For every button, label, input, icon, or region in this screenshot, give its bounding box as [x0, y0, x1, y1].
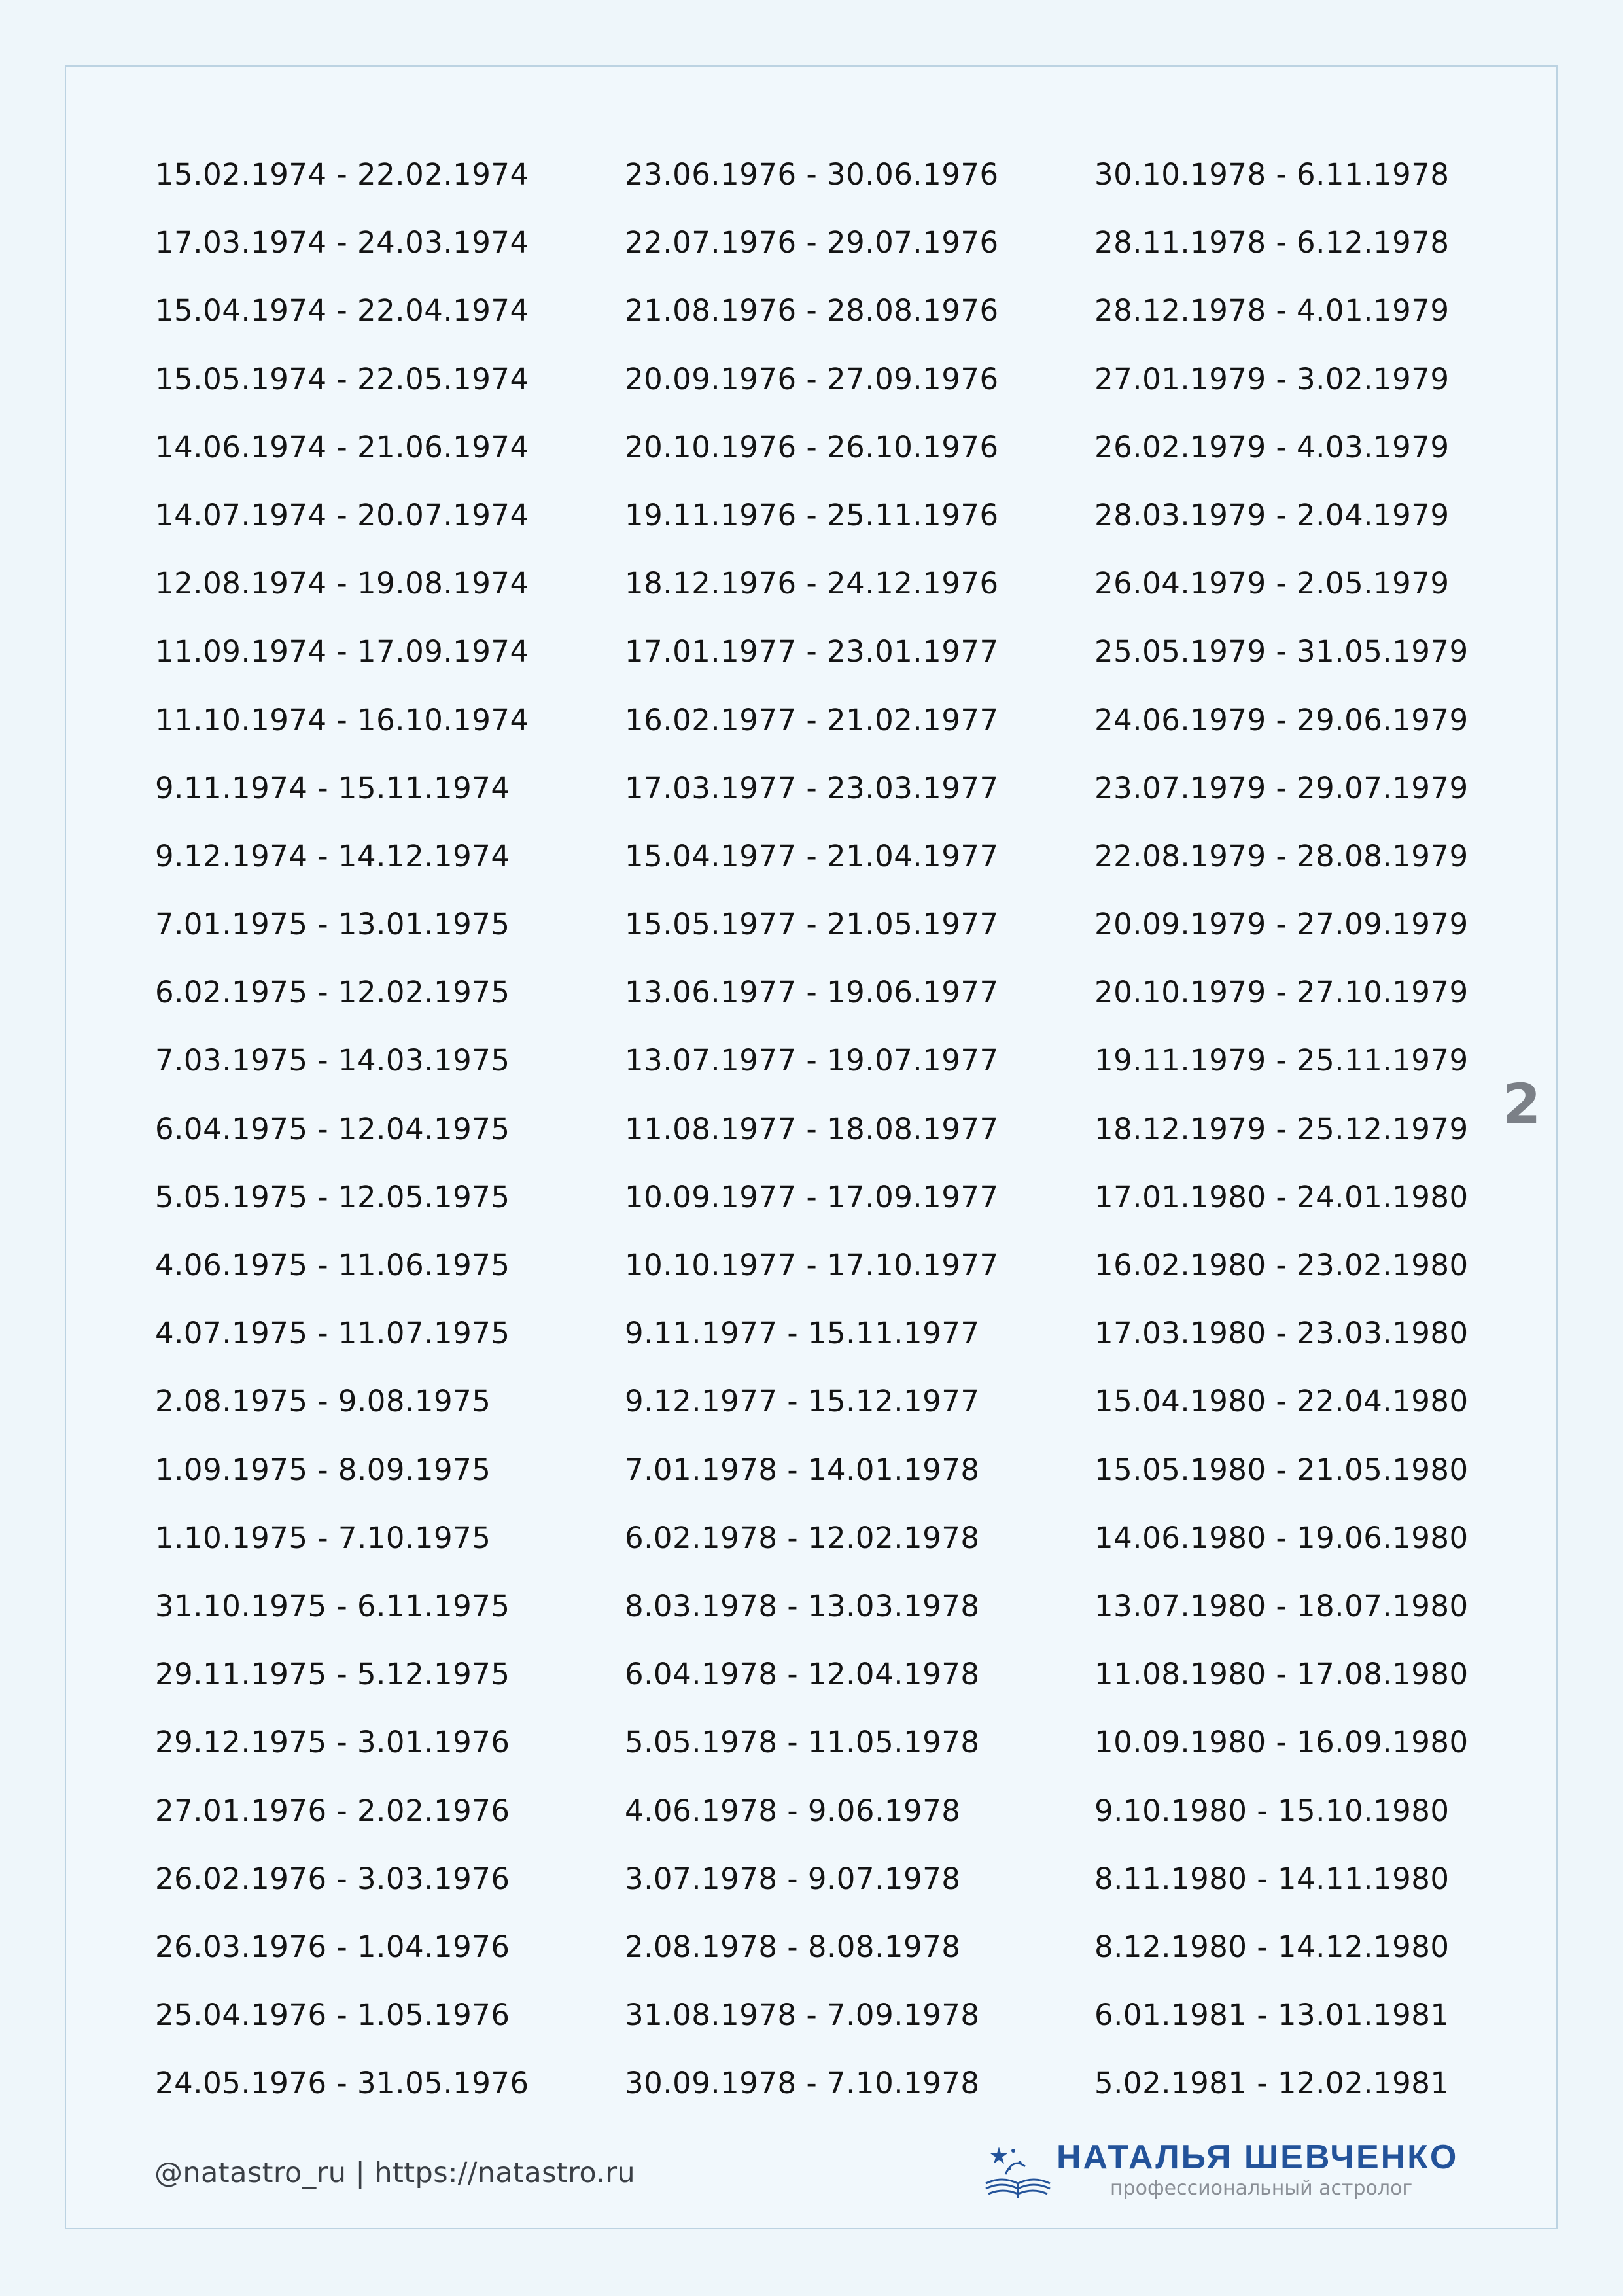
date-range-row: 1.09.1975 - 8.09.1975 — [155, 1452, 491, 1487]
date-range-row: 24.06.1979 - 29.06.1979 — [1094, 702, 1469, 737]
date-range-row: 11.10.1974 - 16.10.1974 — [155, 702, 529, 737]
date-range-row: 15.04.1980 - 22.04.1980 — [1094, 1384, 1469, 1419]
date-range-row: 2.08.1975 - 9.08.1975 — [155, 1384, 491, 1419]
date-range-row: 4.07.1975 - 11.07.1975 — [155, 1316, 510, 1351]
date-range-row: 21.08.1976 - 28.08.1976 — [625, 293, 999, 328]
date-range-row: 5.05.1978 - 11.05.1978 — [625, 1725, 980, 1760]
date-range-row: 7.01.1975 - 13.01.1975 — [155, 907, 510, 942]
date-range-row: 19.11.1976 - 25.11.1976 — [625, 497, 999, 533]
date-range-row: 28.03.1979 - 2.04.1979 — [1094, 497, 1450, 533]
date-range-row: 25.04.1976 - 1.05.1976 — [155, 1998, 510, 2033]
date-range-row: 26.02.1979 - 4.03.1979 — [1094, 429, 1450, 465]
date-range-row: 16.02.1977 - 21.02.1977 — [625, 702, 999, 737]
brand-name: НАТАЛЬЯ ШЕВЧЕНКО — [1056, 2138, 1459, 2176]
date-range-row: 3.07.1978 - 9.07.1978 — [625, 1861, 961, 1896]
date-range-row: 5.02.1981 - 12.02.1981 — [1094, 2066, 1450, 2101]
date-range-row: 15.04.1977 - 21.04.1977 — [625, 838, 999, 874]
date-range-row: 7.01.1978 - 14.01.1978 — [625, 1452, 980, 1487]
date-range-row: 8.12.1980 - 14.12.1980 — [1094, 1929, 1450, 1964]
date-range-row: 13.07.1980 - 18.07.1980 — [1094, 1588, 1469, 1623]
date-range-row: 20.09.1979 - 27.09.1979 — [1094, 907, 1469, 942]
date-range-row: 25.05.1979 - 31.05.1979 — [1094, 634, 1469, 669]
date-range-row: 10.10.1977 - 17.10.1977 — [625, 1248, 999, 1282]
date-range-row: 30.09.1978 - 7.10.1978 — [625, 2066, 980, 2101]
open-book-star-icon — [979, 2138, 1056, 2202]
date-range-row: 19.11.1979 - 25.11.1979 — [1094, 1043, 1469, 1078]
date-range-row: 16.02.1980 - 23.02.1980 — [1094, 1248, 1469, 1282]
date-range-row: 26.02.1976 - 3.03.1976 — [155, 1861, 510, 1896]
date-range-row: 6.04.1975 - 12.04.1975 — [155, 1111, 510, 1146]
date-range-row: 20.09.1976 - 27.09.1976 — [625, 361, 999, 397]
date-range-row: 18.12.1976 - 24.12.1976 — [625, 566, 999, 601]
date-range-row: 2.08.1978 - 8.08.1978 — [625, 1929, 961, 1964]
date-range-row: 20.10.1976 - 26.10.1976 — [625, 429, 999, 465]
date-column-3 — [1094, 150, 1469, 2127]
date-range-row: 17.01.1980 - 24.01.1980 — [1094, 1179, 1469, 1214]
date-range-row: 14.07.1974 - 20.07.1974 — [155, 497, 529, 533]
date-range-row: 13.06.1977 - 19.06.1977 — [625, 975, 999, 1010]
date-range-row: 22.08.1979 - 28.08.1979 — [1094, 838, 1469, 874]
date-range-row: 15.02.1974 - 22.02.1974 — [155, 157, 529, 192]
date-range-row: 27.01.1976 - 2.02.1976 — [155, 1793, 510, 1828]
date-range-row: 15.04.1974 - 22.04.1974 — [155, 293, 529, 328]
date-column-1 — [155, 150, 529, 2127]
date-range-row: 31.08.1978 - 7.09.1978 — [625, 1998, 980, 2033]
brand-logo — [979, 2135, 1476, 2207]
date-range-row: 9.12.1974 - 14.12.1974 — [155, 838, 510, 874]
date-range-row: 9.11.1977 - 15.11.1977 — [625, 1316, 980, 1351]
date-range-row: 14.06.1980 - 19.06.1980 — [1094, 1520, 1469, 1555]
date-range-row: 10.09.1980 - 16.09.1980 — [1094, 1725, 1469, 1760]
date-range-row: 24.05.1976 - 31.05.1976 — [155, 2066, 529, 2101]
date-range-row: 8.03.1978 - 13.03.1978 — [625, 1588, 980, 1623]
date-range-row: 11.08.1977 - 18.08.1977 — [625, 1111, 999, 1146]
date-range-row: 17.03.1974 - 24.03.1974 — [155, 225, 529, 260]
page-number: 2 — [1503, 1072, 1541, 1136]
date-range-row: 17.03.1977 - 23.03.1977 — [625, 770, 999, 805]
date-range-row: 18.12.1979 - 25.12.1979 — [1094, 1111, 1469, 1146]
date-range-row: 26.03.1976 - 1.04.1976 — [155, 1929, 510, 1964]
date-range-row: 11.08.1980 - 17.08.1980 — [1094, 1657, 1469, 1692]
date-range-row: 15.05.1974 - 22.05.1974 — [155, 361, 529, 397]
date-range-row: 22.07.1976 - 29.07.1976 — [625, 225, 999, 260]
date-range-row: 4.06.1975 - 11.06.1975 — [155, 1248, 510, 1282]
date-range-row: 11.09.1974 - 17.09.1974 — [155, 634, 529, 669]
date-range-row: 26.04.1979 - 2.05.1979 — [1094, 566, 1450, 601]
date-range-row: 23.07.1979 - 29.07.1979 — [1094, 770, 1469, 805]
date-range-row: 10.09.1977 - 17.09.1977 — [625, 1179, 999, 1214]
date-range-row: 15.05.1980 - 21.05.1980 — [1094, 1452, 1469, 1487]
date-range-row: 31.10.1975 - 6.11.1975 — [155, 1588, 510, 1623]
date-range-row: 17.03.1980 - 23.03.1980 — [1094, 1316, 1469, 1351]
date-range-row: 8.11.1980 - 14.11.1980 — [1094, 1861, 1450, 1896]
date-range-row: 4.06.1978 - 9.06.1978 — [625, 1793, 961, 1828]
date-range-row: 23.06.1976 - 30.06.1976 — [625, 157, 999, 192]
date-range-row: 15.05.1977 - 21.05.1977 — [625, 907, 999, 942]
date-range-row: 17.01.1977 - 23.01.1977 — [625, 634, 999, 669]
date-range-row: 6.01.1981 - 13.01.1981 — [1094, 1998, 1450, 2033]
date-range-row: 9.12.1977 - 15.12.1977 — [625, 1384, 980, 1419]
date-range-row: 9.11.1974 - 15.11.1974 — [155, 770, 510, 805]
date-range-row: 28.11.1978 - 6.12.1978 — [1094, 225, 1450, 260]
brand-tagline: профессиональный астролог — [1110, 2177, 1413, 2200]
date-range-row: 14.06.1974 - 21.06.1974 — [155, 429, 529, 465]
date-range-row: 6.02.1975 - 12.02.1975 — [155, 975, 510, 1010]
date-range-row: 6.04.1978 - 12.04.1978 — [625, 1657, 980, 1692]
date-range-row: 28.12.1978 - 4.01.1979 — [1094, 293, 1450, 328]
date-range-row: 5.05.1975 - 12.05.1975 — [155, 1179, 510, 1214]
date-range-row: 20.10.1979 - 27.10.1979 — [1094, 975, 1469, 1010]
date-range-row: 6.02.1978 - 12.02.1978 — [625, 1520, 980, 1555]
footer-contacts: @natastro_ru | https://natastro.ru — [154, 2157, 636, 2189]
date-range-row: 13.07.1977 - 19.07.1977 — [625, 1043, 999, 1078]
date-range-row: 7.03.1975 - 14.03.1975 — [155, 1043, 510, 1078]
date-column-2 — [625, 150, 999, 2127]
date-range-row: 9.10.1980 - 15.10.1980 — [1094, 1793, 1450, 1828]
date-range-row: 12.08.1974 - 19.08.1974 — [155, 566, 529, 601]
date-range-row: 29.11.1975 - 5.12.1975 — [155, 1657, 510, 1692]
date-range-row: 29.12.1975 - 3.01.1976 — [155, 1725, 510, 1760]
date-range-row: 30.10.1978 - 6.11.1978 — [1094, 157, 1450, 192]
date-range-row: 1.10.1975 - 7.10.1975 — [155, 1520, 491, 1555]
date-range-row: 27.01.1979 - 3.02.1979 — [1094, 361, 1450, 397]
